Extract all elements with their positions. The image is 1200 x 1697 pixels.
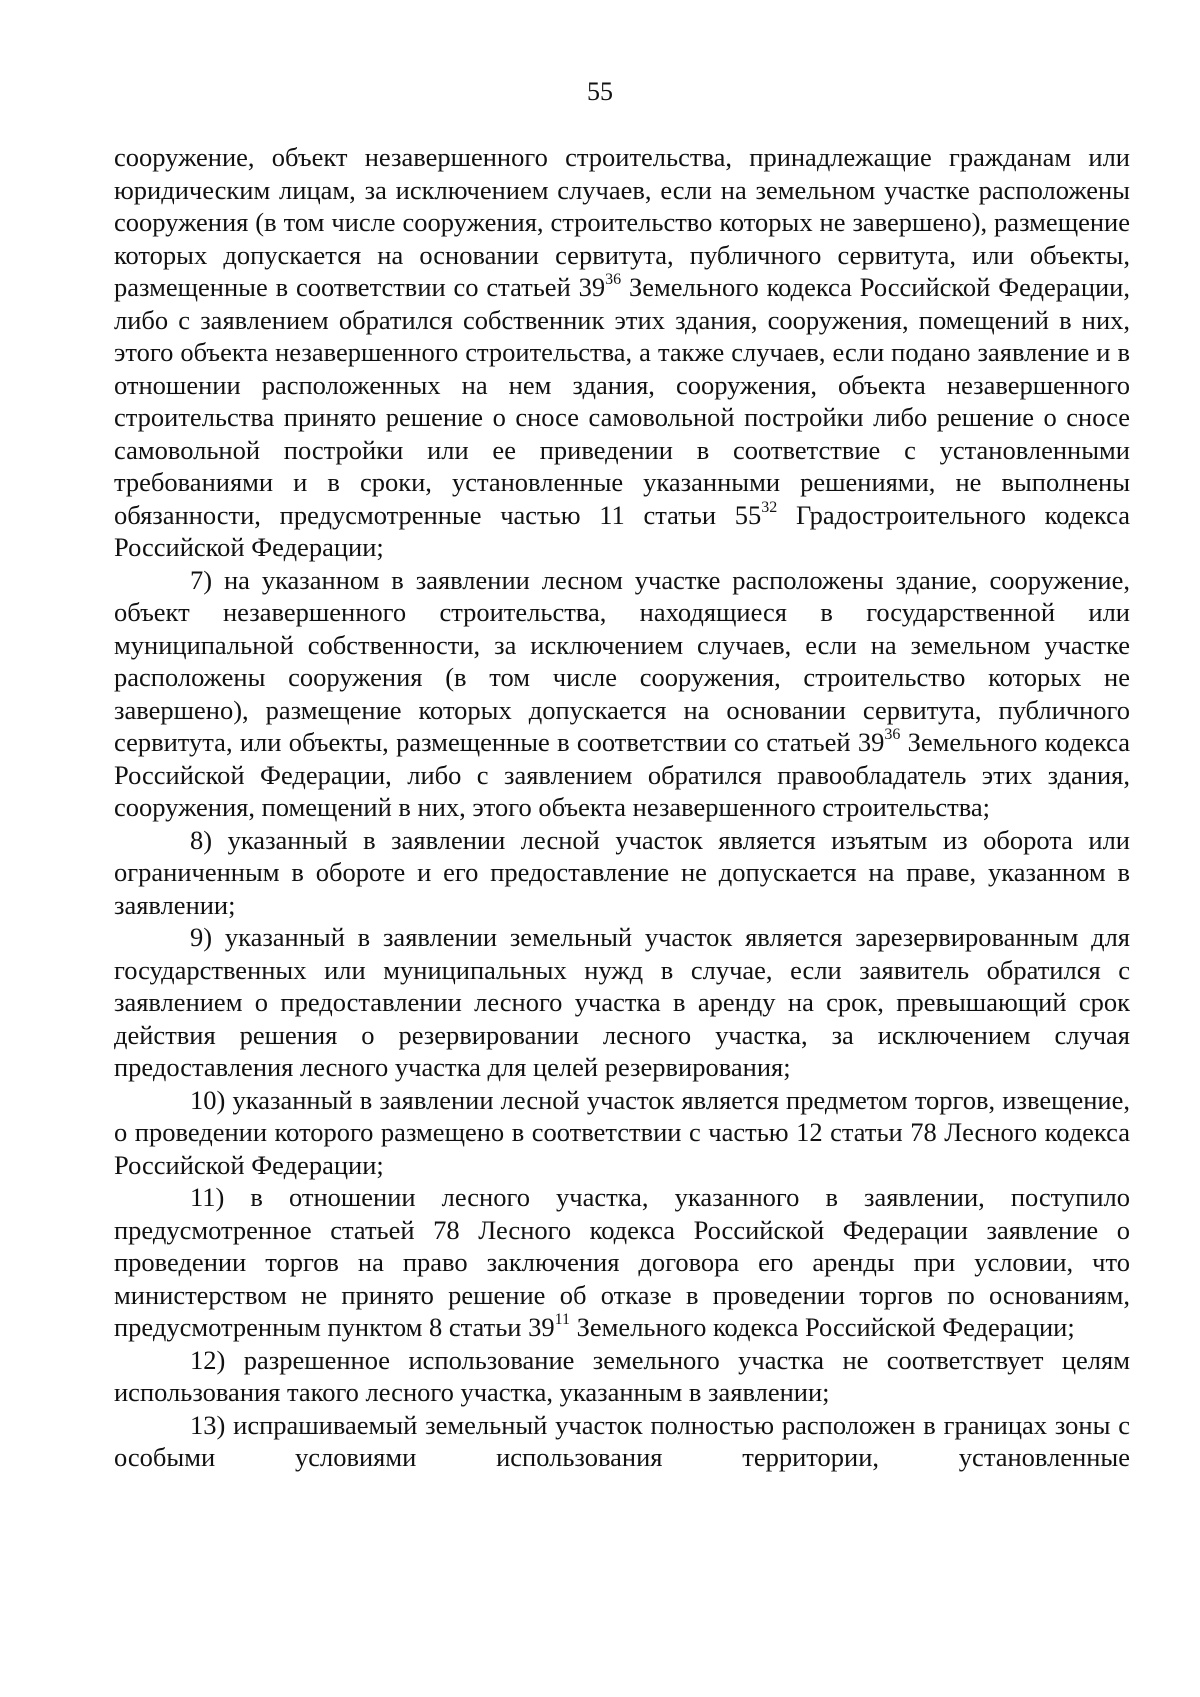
paragraph-text: Земельного кодекса Российской Федерации, либо с заявлением обратился правообладатель этих здания, сооружения, помещений в них, этого объекта незавершенного строительства; xyxy=(114,727,1131,822)
superscript: 32 xyxy=(761,498,778,516)
list-item-10: 10) указанный в заявлении лесной участок является предметом торгов, извещение, о проведении которого размещено в соответствии с частью 12 статьи 78 Лесного кодекса Российской Федерации; xyxy=(114,1084,1130,1180)
superscript: 11 xyxy=(554,1311,570,1328)
paragraph-text: Земельного кодекса Российской Федерации; xyxy=(570,1312,1075,1342)
list-item-12: 12) разрешенное использование земельного участка не соответствует целям использования такого лесного участка, указанным в заявлении; xyxy=(114,1344,1130,1407)
page-number: 55 xyxy=(587,77,613,106)
paragraph-text: сооружение, объект незавершенного строительства, принадлежащие гражданам или юридическим лицам, за исключением случаев, если на земельном участке расположены сооружения (в том числе сооружения, строительство которых не завершено), размещение которых допускается на основании сервитута, публичного сервитута, или объекты, размещенные в соответствии со статьей 39 xyxy=(114,142,1130,302)
paragraph-text: 11) в отношении лесного участка, указанного в заявлении, поступило предусмотренное статьей 78 Лесного кодекса Российской Федерации заявление о проведении торгов на право заключения договора его аренды при условии, что министерством не принято решение об отказе в проведении торгов по основаниям, предусмотренным пунктом 8 статьи 39 xyxy=(114,1182,1130,1342)
list-item-11 xyxy=(114,1181,1130,1344)
superscript: 36 xyxy=(605,271,622,288)
paragraph-text: Градостроительного кодекса Российской Федерации; xyxy=(114,499,1130,562)
superscript: 36 xyxy=(884,726,901,743)
paragraph-text: Земельного кодекса Российской Федерации, либо с заявлением обратился собственник этих здания, сооружения, помещений в них, этого объекта незавершенного строительства, а также случаев, если подано заявление и в отношении расположенных на нем здания, сооружения, объекта незавершенного строительства принято решение о сносе самовольной постройки либо решение о сносе самовольной постройки или ее приведении в соответствие с установленными требованиями и в сроки, установленные указанными решениями, не выполнены обязанности, предусмотренные частью 11 статьи 55 xyxy=(114,272,1130,530)
list-item-8: 8) указанный в заявлении лесной участок является изъятым из оборота или ограниченным в обороте и его предоставление не допускается на праве, указанном в заявлении; xyxy=(114,824,1130,920)
list-item-7 xyxy=(114,564,1130,824)
list-item-9: 9) указанный в заявлении земельный участок является зарезервированным для государственных или муниципальных нужд в случае, если заявитель обратился с заявлением о предоставлении лесного участка в аренду на срок, превышающий срок действия решения о резервировании лесного участка, за исключением случая предоставления лесного участка для целей резервирования; xyxy=(114,922,1130,1082)
document-body xyxy=(114,141,1130,1474)
paragraph-text: 7) на указанном в заявлении лесном участке расположены здание, сооружение, объект незавершенного строительства, находящиеся в государственной или муниципальной собственности, за исключением случаев, если на земельном участке расположены сооружения (в том числе сооружения, строительство которых не завершено), размещение которых допускается на основании сервитута, публичного сервитута, или объекты, размещенные в соответствии со статьей 39 xyxy=(114,564,1130,757)
list-item-13: 13) испрашиваемый земельный участок полностью расположен в границах зоны с особыми условиями использования территории, установленные xyxy=(114,1409,1130,1472)
paragraph-continuation xyxy=(114,141,1130,564)
